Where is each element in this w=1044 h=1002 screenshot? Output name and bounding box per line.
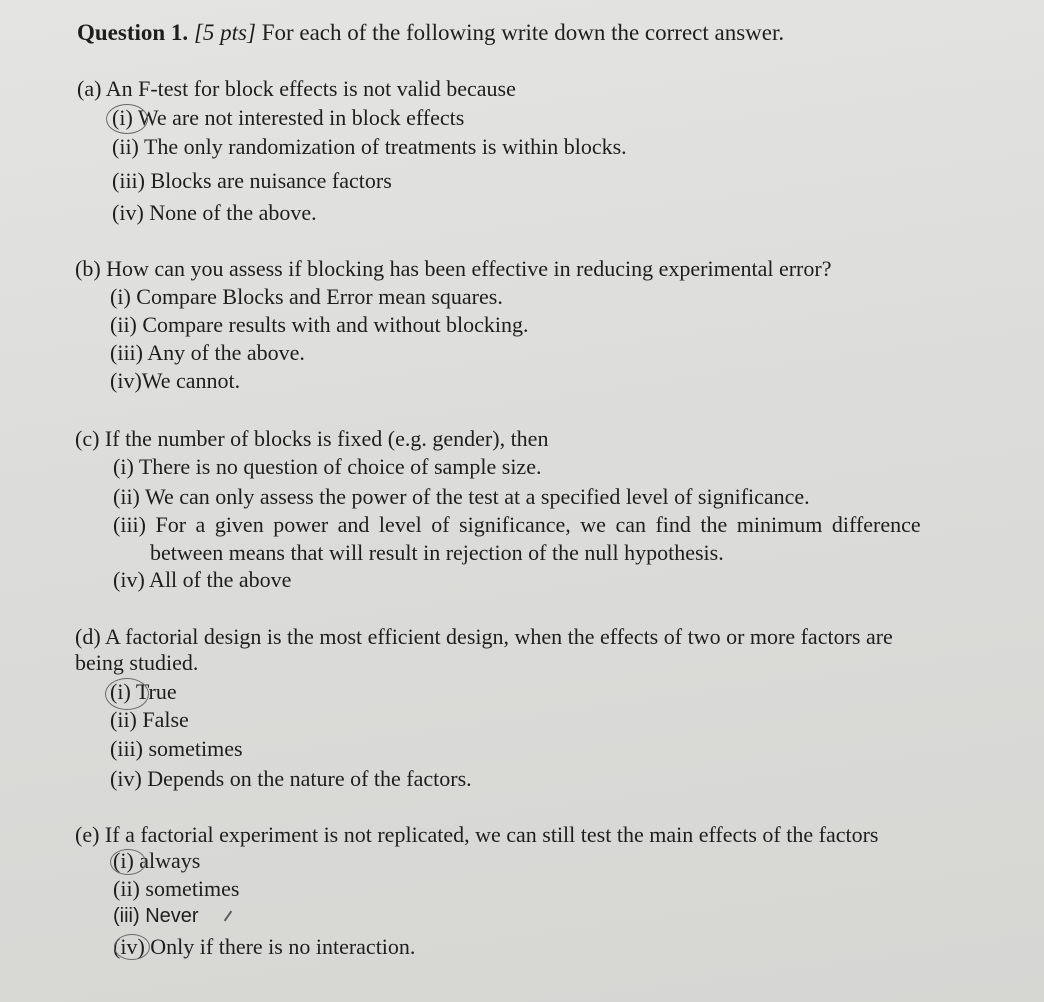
part-a-option-i: (i) We are not interested in block effects [112,105,465,130]
pen-tick-mark [224,911,233,922]
part-a-option-ii: (ii) The only randomization of treatments is within blocks. [112,134,627,159]
part-d-question-continued: being studied. [75,650,199,675]
part-a-option-iii: (iii) Blocks are nuisance factors [112,168,392,193]
part-e-option-ii: (ii) sometimes [113,876,240,901]
part-e-option-iv: (iv) Only if there is no interaction. [113,934,416,959]
part-b-question: (b) How can you assess if blocking has been effective in reducing experimental error? [75,256,832,281]
part-c-option-i: (i) There is no question of choice of sample size. [113,454,542,479]
part-c-option-iii: (iii) For a given power and level of significance, we can find the minimum difference [113,512,921,537]
part-b-option-ii: (ii) Compare results with and without blocking. [110,312,529,337]
question-heading [77,20,784,46]
part-c-question: (c) If the number of blocks is fixed (e.g. gender), then [75,426,549,451]
part-c-option-ii: (ii) We can only assess the power of the test at a specified level of significance. [113,484,810,509]
part-d-option-iv: (iv) Depends on the nature of the factors. [110,766,472,791]
part-d-option-iii: (iii) sometimes [110,736,243,761]
part-c-option-iv: (iv) All of the above [113,567,292,592]
part-e-option-i: (i) always [113,848,201,873]
part-b-option-iv: (iv)We cannot. [110,368,241,393]
question-number: Question 1. [77,20,189,45]
part-e-question: (e) If a factorial experiment is not replicated, we can still test the main effects of the factors [75,822,879,847]
part-b-option-i: (i) Compare Blocks and Error mean squares. [110,284,503,309]
part-c-option-iii-continued: between means that will result in rejection of the null hypothesis. [150,540,724,565]
part-d-option-ii: (ii) False [110,707,189,732]
part-b-option-iii: (iii) Any of the above. [110,340,305,365]
part-a-question: (a) An F-test for block effects is not valid because [77,76,516,101]
part-d-question: (d) A factorial design is the most efficient design, when the effects of two or more factors are [75,624,893,649]
part-d-option-i: (i) True [110,679,177,704]
question-points: [5 pts] [193,20,256,45]
question-instruction: For each of the following write down the correct answer. [261,20,785,45]
part-e-option-iii: (iii) Never [113,905,199,927]
part-a-option-iv: (iv) None of the above. [112,200,317,225]
